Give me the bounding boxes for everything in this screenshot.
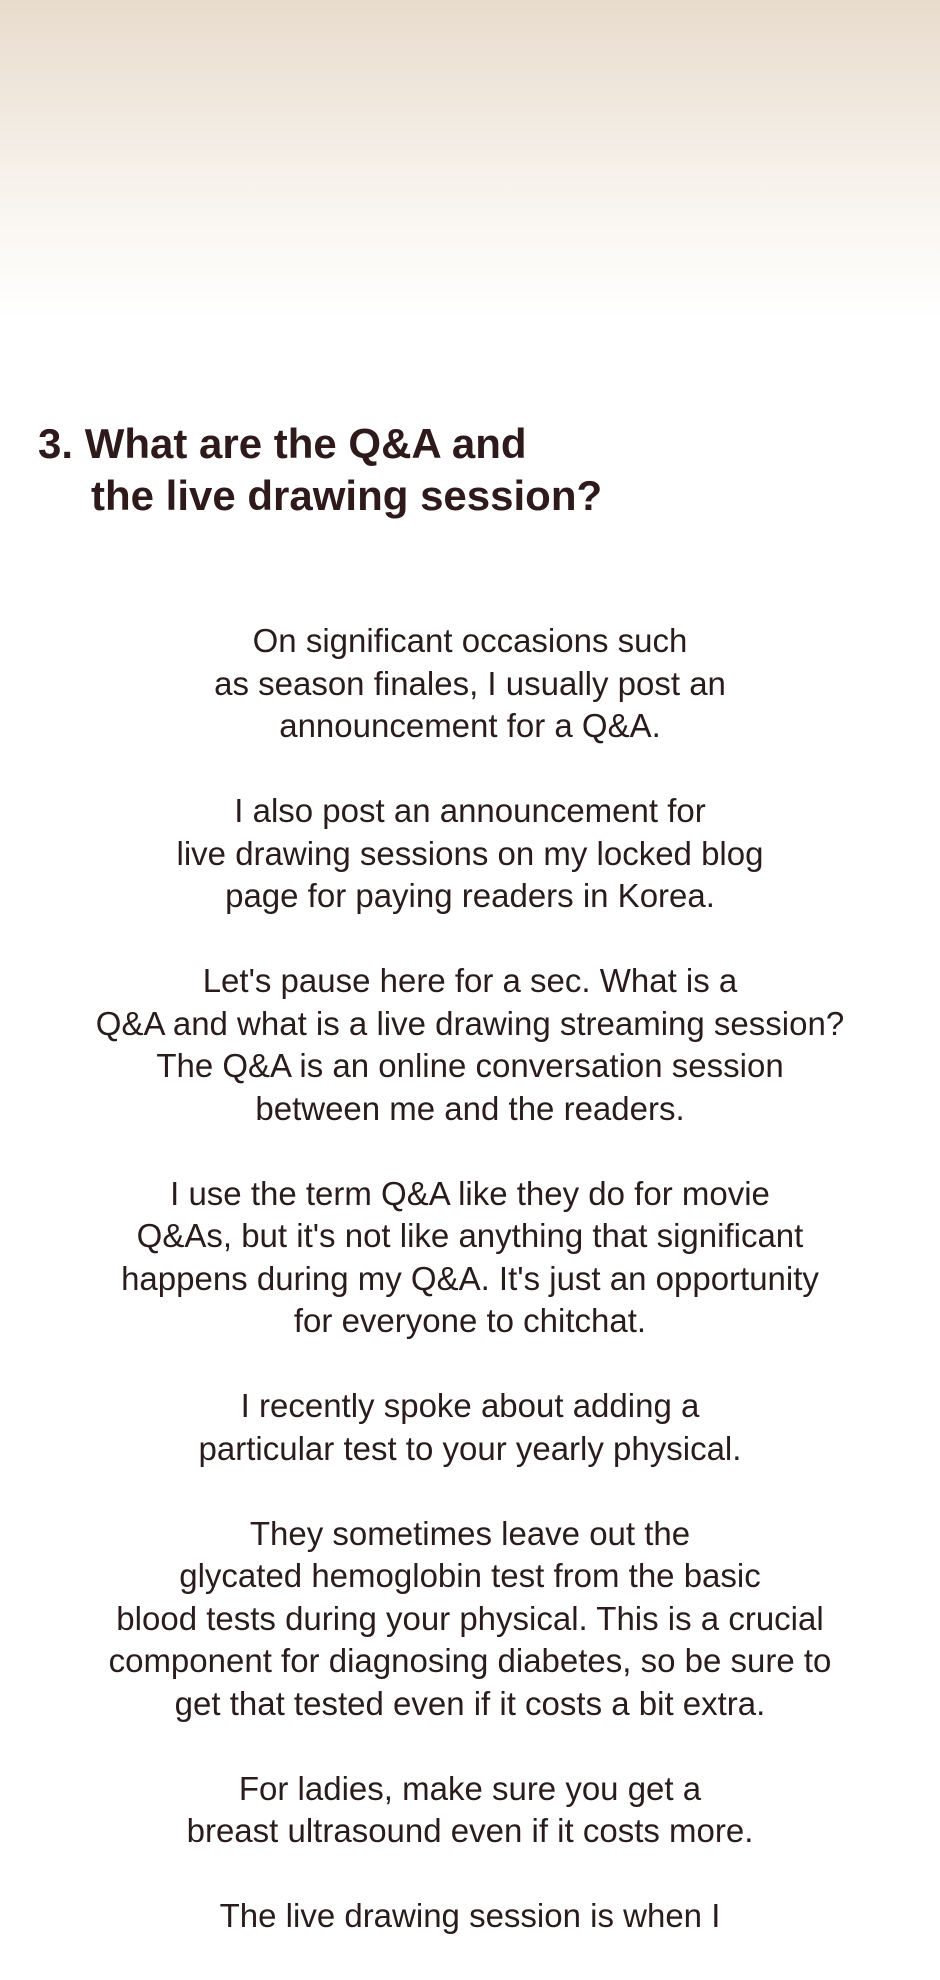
text-line: Q&A and what is a live drawing streaming session?	[95, 1004, 845, 1042]
text-line: announcement for a Q&A.	[279, 707, 661, 744]
text-line: They sometimes leave out the	[249, 1514, 691, 1552]
paragraph-live-drawing-announcement	[0, 790, 940, 918]
text-line: happens during my Q&A. It's just an opportunity	[121, 1259, 819, 1297]
section-heading	[38, 418, 602, 522]
text-line: The live drawing session is when I	[219, 1897, 721, 1934]
text-line: breast ultrasound even if it costs more.	[186, 1812, 754, 1849]
text-line: I use the term Q&A like they do for movie	[170, 1174, 770, 1212]
paragraph-live-drawing-session	[0, 1895, 940, 1938]
text-line: between me and the readers.	[255, 1089, 685, 1127]
section-heading-line-2: the live drawing session?	[91, 472, 603, 519]
section-heading-line-1: 3. What are the Q&A and	[38, 420, 527, 467]
text-line: glycated hemoglobin test from the basic	[179, 1557, 761, 1594]
text-line: live drawing sessions on my locked blog	[176, 834, 764, 872]
text-line: I recently spoke about adding a	[240, 1387, 700, 1424]
text-line: get that tested even if it costs a bit extra.	[174, 1684, 766, 1722]
text-line: as season finales, I usually post an	[214, 664, 726, 702]
text-line: The Q&A is an online conversation session	[156, 1047, 784, 1084]
paragraph-qa-definition	[0, 960, 940, 1130]
paragraph-qa-announcement	[0, 620, 940, 748]
text-line: particular test to your yearly physical.	[198, 1429, 742, 1467]
paragraph-physical-test	[0, 1385, 940, 1470]
text-line: I also post an announcement for	[234, 792, 706, 829]
text-line: for everyone to chitchat.	[293, 1302, 647, 1339]
text-line: blood tests during your physical. This is a crucial	[116, 1599, 824, 1637]
article-body	[0, 620, 940, 1980]
text-line: Q&As, but it's not like anything that significant	[136, 1217, 804, 1254]
text-line: For ladies, make sure you get a	[238, 1769, 702, 1807]
text-line: On significant occasions such	[252, 622, 688, 659]
paragraph-qa-term	[0, 1173, 940, 1343]
paragraph-hemoglobin-test	[0, 1513, 940, 1726]
text-line: component for diagnosing diabetes, so be sure to	[108, 1642, 832, 1679]
text-line: page for paying readers in Korea.	[225, 877, 715, 914]
text-line: Let's pause here for a sec. What is a	[202, 962, 738, 999]
top-gradient-background	[0, 0, 940, 320]
paragraph-breast-ultrasound	[0, 1768, 940, 1853]
